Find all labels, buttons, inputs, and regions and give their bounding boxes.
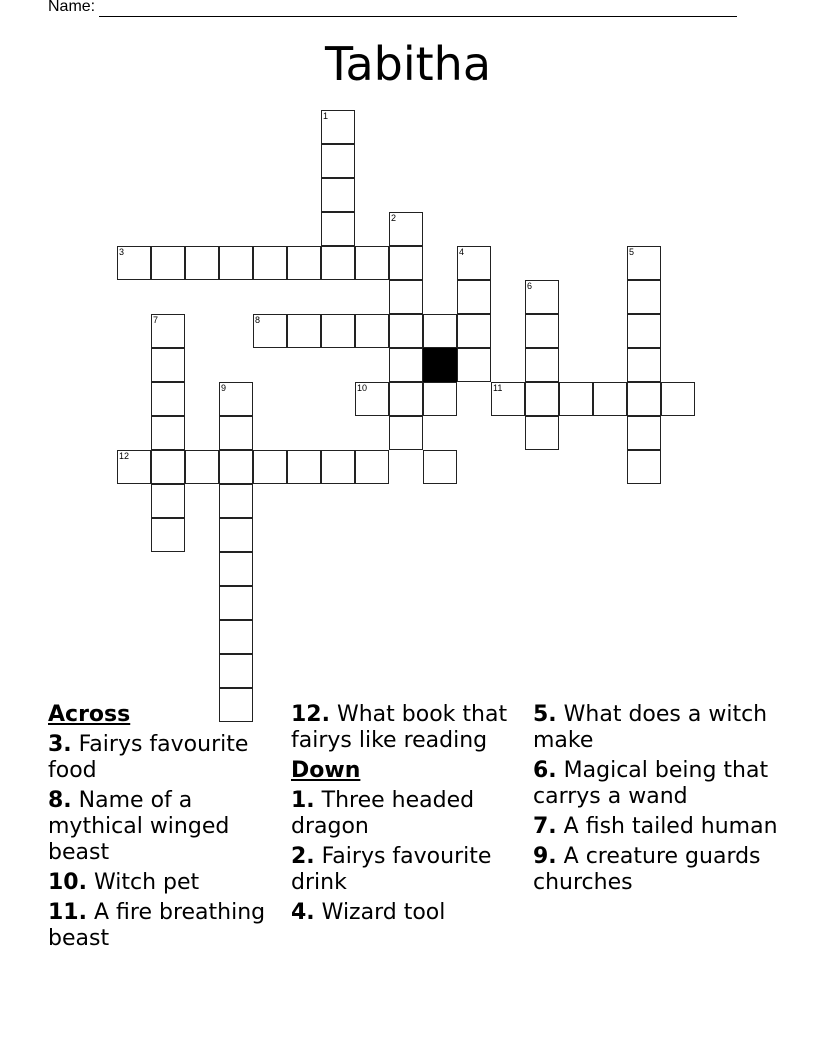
clue-down-5: 5. What does a witch make xyxy=(533,702,768,753)
grid-cell[interactable] xyxy=(491,382,525,416)
grid-cell[interactable] xyxy=(151,382,185,416)
grid-cell[interactable] xyxy=(287,314,321,348)
grid-cell[interactable] xyxy=(457,348,491,382)
grid-cell[interactable] xyxy=(389,348,423,382)
grid-cell[interactable] xyxy=(627,450,661,484)
grid-cell[interactable] xyxy=(321,246,355,280)
clue-across-12: 12. What book that fairys like reading xyxy=(291,702,508,753)
grid-cell[interactable] xyxy=(151,416,185,450)
grid-cell[interactable] xyxy=(355,246,389,280)
grid-cell[interactable] xyxy=(423,314,457,348)
grid-cell[interactable] xyxy=(389,246,423,280)
grid-cell[interactable] xyxy=(219,552,253,586)
clue-number: 1 xyxy=(323,111,329,121)
grid-cell[interactable] xyxy=(627,280,661,314)
grid-cell[interactable] xyxy=(253,246,287,280)
clues-column-2 xyxy=(291,702,521,930)
grid-cell[interactable] xyxy=(287,246,321,280)
clue-across-10: 10. Witch pet xyxy=(48,870,200,895)
clue-number: 2 xyxy=(391,213,397,223)
grid-cell[interactable] xyxy=(627,382,661,416)
clue-down-4: 4. Wizard tool xyxy=(291,900,446,925)
grid-cell[interactable] xyxy=(151,484,185,518)
clue-number: 6 xyxy=(527,281,533,291)
grid-cell[interactable] xyxy=(525,382,559,416)
clue-down-6: 6. Magical being that carrys a wand xyxy=(533,758,769,809)
grid-cell[interactable] xyxy=(287,450,321,484)
grid-cell[interactable] xyxy=(219,654,253,688)
clue-down-1: 1. Three headed dragon xyxy=(291,788,475,839)
grid-cell[interactable] xyxy=(661,382,695,416)
grid-cell[interactable] xyxy=(355,382,389,416)
grid-cell[interactable] xyxy=(423,382,457,416)
clue-number: 12 xyxy=(119,451,130,461)
clue-down-2: 2. Fairys favourite drink xyxy=(291,844,492,895)
grid-cell[interactable] xyxy=(389,280,423,314)
grid-cell[interactable] xyxy=(185,246,219,280)
grid-cell[interactable] xyxy=(219,416,253,450)
grid-cell[interactable] xyxy=(457,314,491,348)
grid-cell[interactable] xyxy=(219,382,253,416)
grid-cell[interactable] xyxy=(321,212,355,246)
grid-cell[interactable] xyxy=(253,450,287,484)
clue-number: 10 xyxy=(357,383,368,393)
grid-cell[interactable] xyxy=(219,518,253,552)
clue-number: 9 xyxy=(221,383,227,393)
grid-cell[interactable] xyxy=(151,518,185,552)
grid-block xyxy=(423,348,457,382)
clue-across-8: 8. Name of a mythical winged beast xyxy=(48,788,230,865)
grid-cell[interactable] xyxy=(627,416,661,450)
grid-cell[interactable] xyxy=(117,246,151,280)
grid-cell[interactable] xyxy=(219,586,253,620)
grid-cell[interactable] xyxy=(593,382,627,416)
grid-cell[interactable] xyxy=(525,280,559,314)
grid-cell[interactable] xyxy=(219,620,253,654)
grid-cell[interactable] xyxy=(253,314,287,348)
grid-cell[interactable] xyxy=(389,382,423,416)
clue-across-3: 3. Fairys favourite food xyxy=(48,732,249,783)
grid-cell[interactable] xyxy=(321,178,355,212)
grid-cell[interactable] xyxy=(117,450,151,484)
clue-number: 5 xyxy=(629,247,635,257)
grid-cell[interactable] xyxy=(219,246,253,280)
grid-cell[interactable] xyxy=(355,314,389,348)
grid-cell[interactable] xyxy=(151,450,185,484)
across-heading: Across xyxy=(48,702,131,727)
name-label: Name: xyxy=(48,0,96,15)
grid-cell[interactable] xyxy=(389,212,423,246)
grid-cell[interactable] xyxy=(525,416,559,450)
clue-number: 3 xyxy=(119,247,125,257)
grid-cell[interactable] xyxy=(389,314,423,348)
grid-cell[interactable] xyxy=(151,246,185,280)
clue-number: 8 xyxy=(255,315,261,325)
grid-cell[interactable] xyxy=(559,382,593,416)
grid-cell[interactable] xyxy=(321,144,355,178)
grid-cell[interactable] xyxy=(457,246,491,280)
grid-cell[interactable] xyxy=(219,484,253,518)
puzzle-title: Tabitha xyxy=(324,37,492,91)
grid-cell[interactable] xyxy=(185,450,219,484)
grid-cell[interactable] xyxy=(389,416,423,450)
grid-cell[interactable] xyxy=(355,450,389,484)
grid-cell[interactable] xyxy=(627,246,661,280)
grid-cell[interactable] xyxy=(525,314,559,348)
grid-cell[interactable] xyxy=(321,314,355,348)
clue-down-7: 7. A fish tailed human xyxy=(533,814,778,839)
grid-cell[interactable] xyxy=(321,450,355,484)
clue-number: 4 xyxy=(459,247,465,257)
grid-cell[interactable] xyxy=(151,348,185,382)
grid-cell[interactable] xyxy=(627,314,661,348)
grid-cell[interactable] xyxy=(627,348,661,382)
clues-column-1 xyxy=(48,702,278,956)
grid-cell[interactable] xyxy=(423,450,457,484)
clue-number: 11 xyxy=(493,383,503,393)
clue-down-9: 9. A creature guards churches xyxy=(533,844,761,895)
clues-column-3 xyxy=(533,702,793,900)
clue-number: 7 xyxy=(153,315,159,325)
grid-cell[interactable] xyxy=(151,314,185,348)
grid-cell[interactable] xyxy=(457,280,491,314)
grid-cell[interactable] xyxy=(525,348,559,382)
clue-across-11: 11. A fire breathing beast xyxy=(48,900,266,951)
down-heading: Down xyxy=(291,758,361,783)
grid-cell[interactable] xyxy=(321,110,355,144)
grid-cell[interactable] xyxy=(219,450,253,484)
